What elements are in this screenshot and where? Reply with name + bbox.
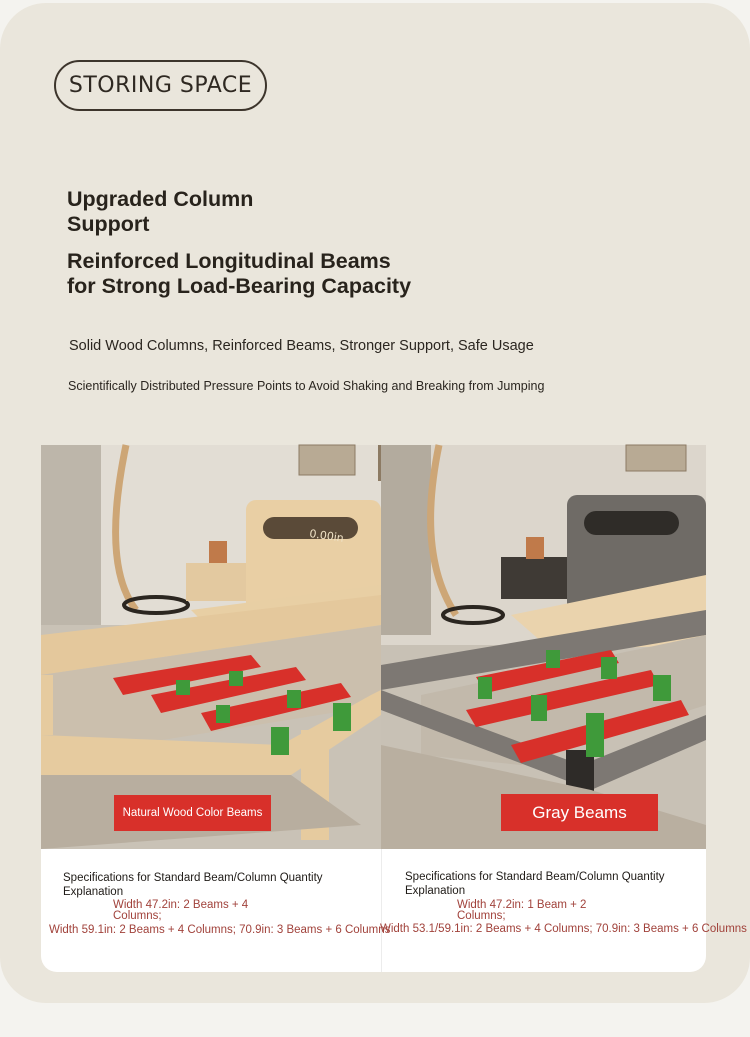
headline-beams-text: Reinforced Longitudinal Beams for Strong Load-Bearing Capacity	[67, 249, 412, 298]
headline-column-support	[67, 187, 253, 237]
gray-beams-label: Gray Beams	[501, 794, 658, 831]
comparison-panel	[41, 445, 747, 972]
headboard-text: 0.00in	[308, 527, 345, 545]
detail-text: Scientifically Distributed Pressure Points to Avoid Shaking and Breaking from Jumping	[68, 379, 545, 393]
left-spec-width-47: Width 47.2in: 2 Beams + 4 Columns;	[113, 899, 249, 922]
right-spec-width-53-59-70: Width 53.1/59.1in: 2 Beams + 4 Columns; 70.9in: 3 Beams + 6 Columns	[380, 923, 747, 935]
content-card	[0, 3, 750, 1003]
panel-divider	[381, 849, 382, 972]
headline-column-support-text: Upgraded Column Support	[67, 187, 254, 236]
right-spec-width-47: Width 47.2in: 1 Beam + 2 Columns;	[457, 899, 587, 922]
natural-wood-bed-image	[41, 445, 381, 849]
left-spec-title: Specifications for Standard Beam/Column Quantity Explanation	[63, 872, 323, 898]
right-spec-title: Specifications for Standard Beam/Column Quantity Explanation	[405, 871, 665, 897]
gray-bed-image	[381, 445, 706, 849]
headline-beams	[67, 249, 411, 299]
section-badge: STORING SPACE	[54, 60, 267, 111]
subtitle: Solid Wood Columns, Reinforced Beams, Stronger Support, Safe Usage	[69, 338, 534, 354]
left-spec-width-59-70: Width 59.1in: 2 Beams + 4 Columns; 70.9in: 3 Beams + 6 Columns	[49, 924, 391, 936]
natural-wood-beams-label: Natural Wood Color Beams	[114, 795, 271, 831]
